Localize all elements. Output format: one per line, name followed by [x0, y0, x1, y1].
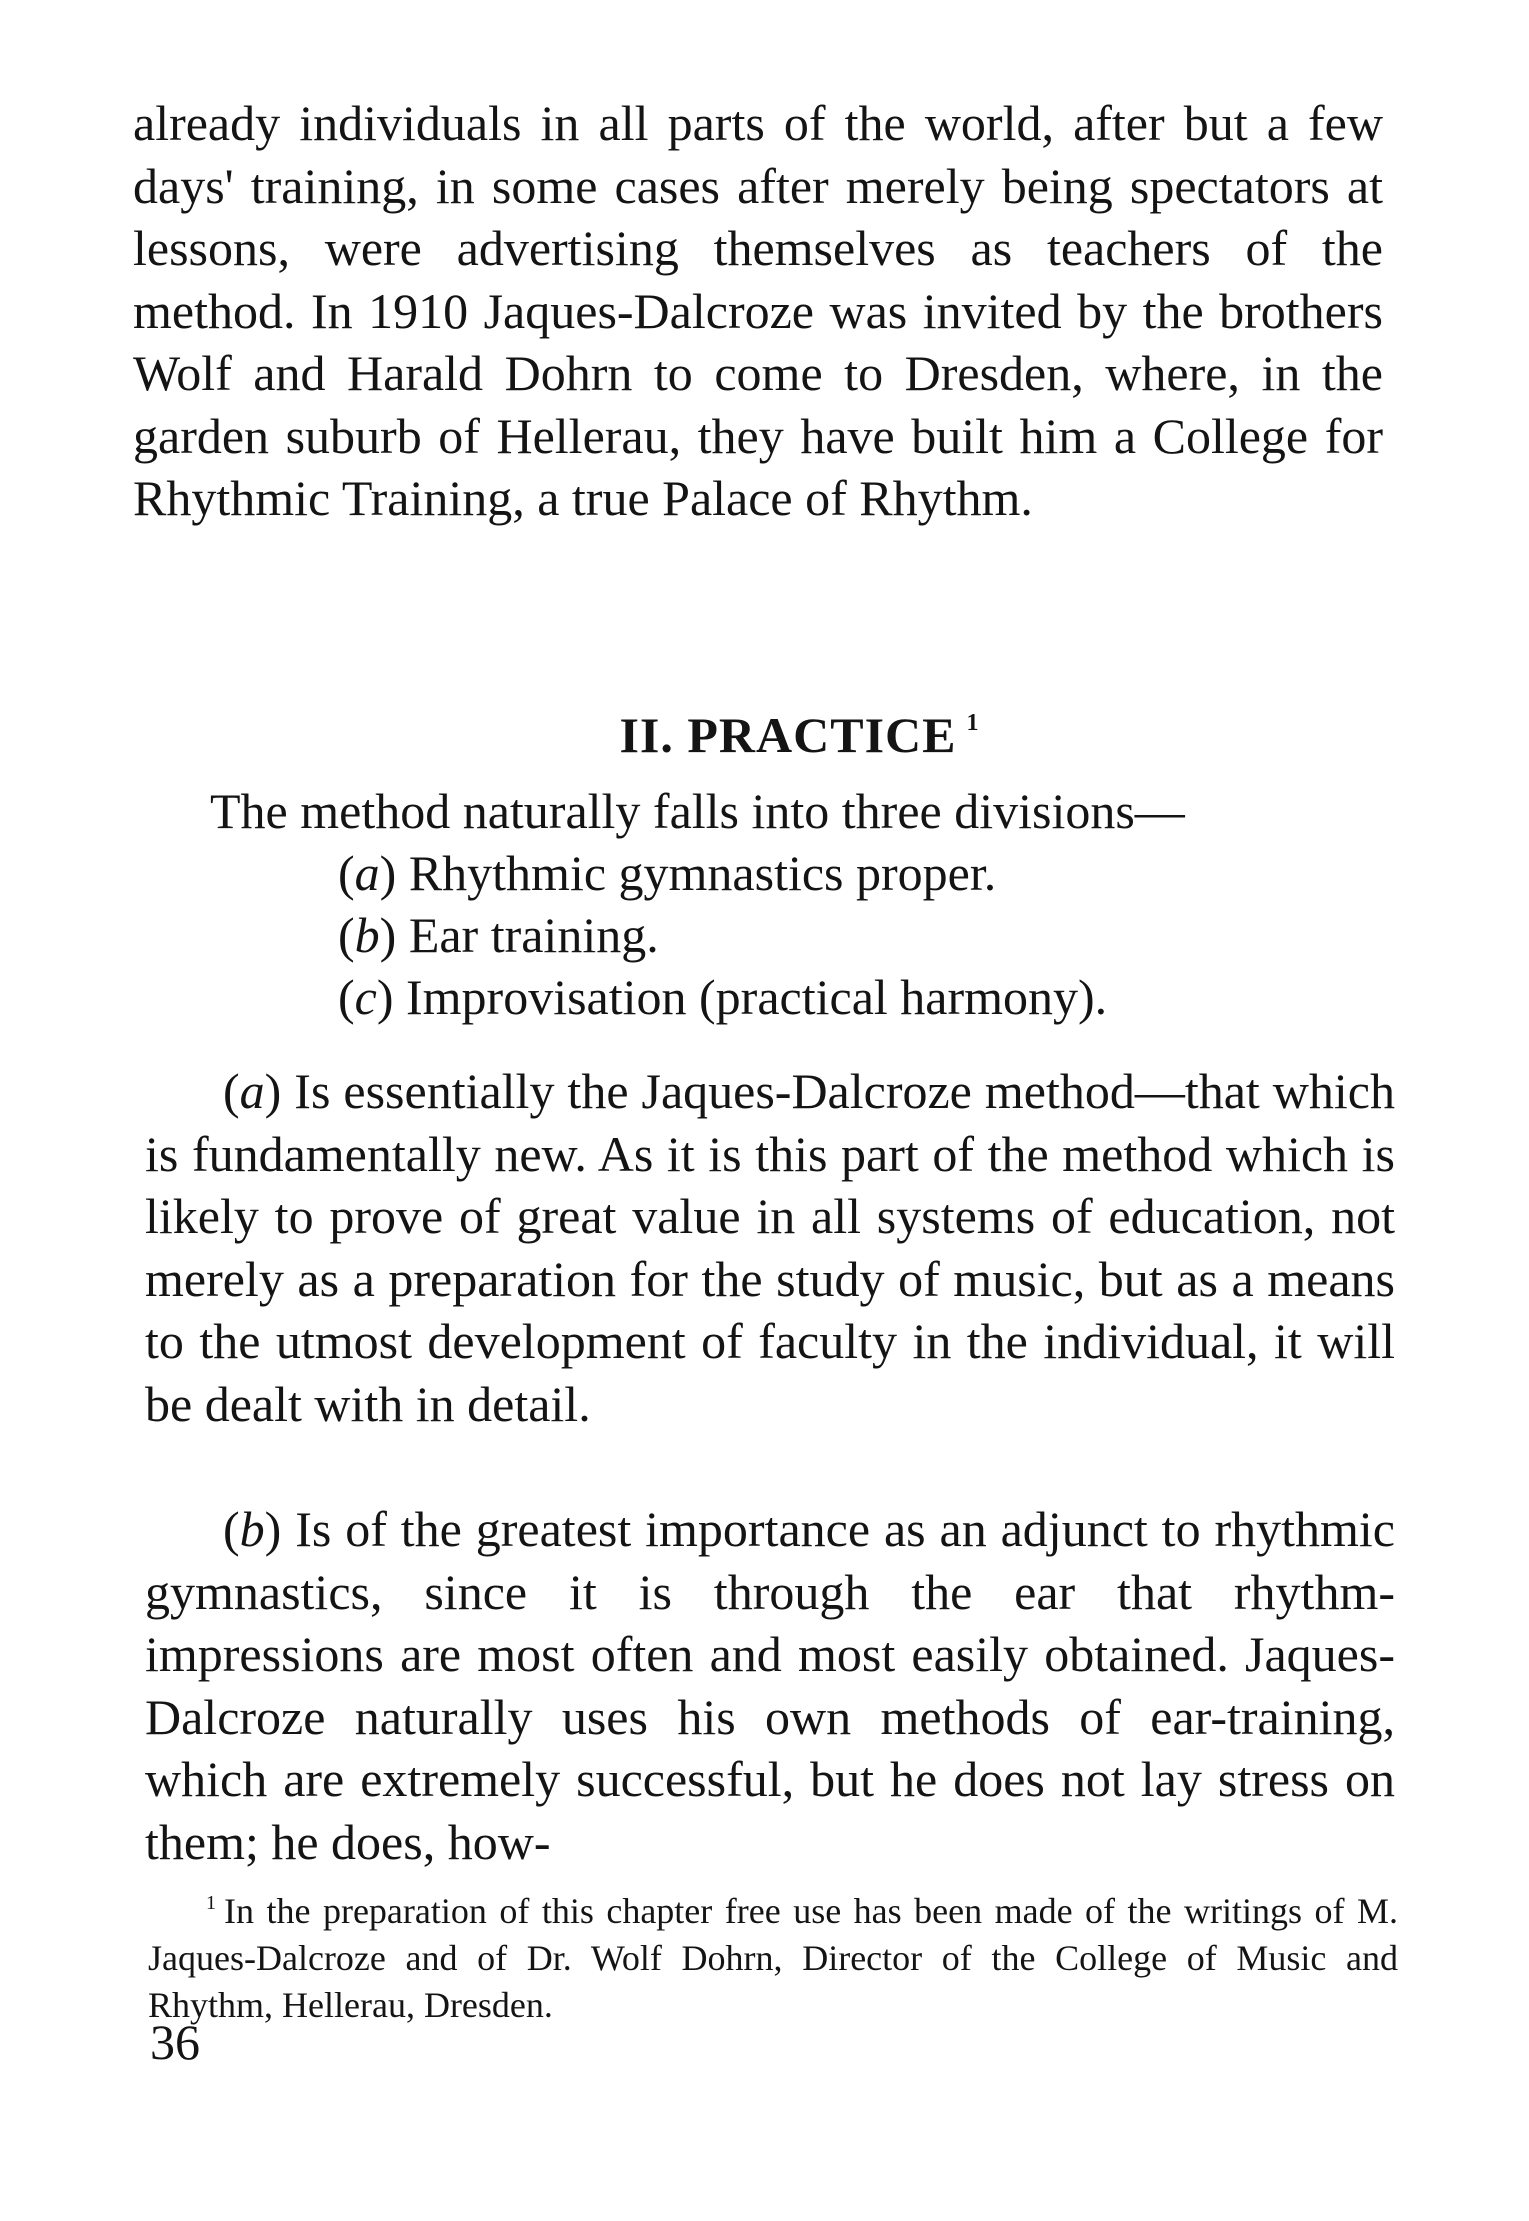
footnote-text: In the preparation of this chapter free use has been made of the writings of M. Jaques-Dalcroze and of Dr. Wolf Dohrn, Director of the College of Music and Rhythm, Hellerau, Dresden. [148, 1891, 1398, 2025]
list-item: (c) Improvisation (practical harmony). [338, 969, 1108, 1025]
list-item-text: Rhythmic gymnastics proper. [408, 845, 997, 901]
paragraph-text: Is essentially the Jaques-Dalcroze method—that which is fundamentally new. As it is this part of the method which is likely to prove of great value in all systems of education, not merely as a preparation for the study of music, but as a means to the utmost development of faculty in the individual, it will be dealt with in detail. [145, 1063, 1395, 1432]
list-item-marker: c [354, 969, 377, 1025]
body-paragraph-rhythmic-gymnastics: (a) Is essentially the Jaques-Dalcroze method—that which is fundamentally new. As it is this part of the method which is likely to prove of great value in all systems of education, not merely as a preparation for the study of music, but as a means to the utmost development of faculty in the individual, it will be dealt with in detail. [145, 1063, 1395, 1432]
footnote-marker: 1 [206, 1892, 216, 1914]
list-item: (a) Rhythmic gymnastics proper. [338, 845, 997, 901]
section-heading [0, 692, 1529, 766]
list-item-text: Improvisation (practical harmony). [406, 969, 1108, 1025]
paragraph-marker: a [239, 1063, 265, 1119]
divisions-intro: The method naturally falls into three divisions— [210, 783, 1185, 839]
footnote [148, 1880, 1398, 2029]
list-item: (b) Ear training. [338, 907, 659, 963]
body-paragraph-ear-training: (b) Is of the greatest importance as an adjunct to rhythmic gymnastics, since it is through the ear that rhythm-impressions are most often and most easily obtained. Jaques-Dalcroze naturally uses his own methods of ear-training, which are extremely successful, but he does not lay stress on them; he does, how- [145, 1501, 1395, 1870]
heading-footnote-marker: 1 [966, 710, 980, 736]
paragraph-text: Is of the greatest importance as an adjunct to rhythmic gymnastics, since it is through the ear that rhythm-impressions are most often and most easily obtained. Jaques-Dalcroze naturally uses his own methods of ear-training, which are extremely successful, but he does not lay stress on them; he does, how- [145, 1501, 1395, 1870]
list-item-text: Ear training. [408, 907, 659, 963]
paragraph-marker: b [239, 1501, 265, 1557]
page-number: 36 [150, 2014, 200, 2070]
body-paragraph-history: already individuals in all parts of the world, after but a few days' training, in some cases after merely being spectators at lessons, were advertising themselves as teachers of the method. In 1910 Jaques-Dalcroze was invited by the brothers Wolf and Harald Dohrn to come to Dresden, where, in the garden suburb of Hellerau, they have built him a College for Rhythmic Training, a true Palace of Rhythm. [133, 95, 1383, 526]
list-item-marker: a [354, 845, 380, 901]
divisions-list [338, 842, 1107, 1028]
section-heading-text: II. PRACTICE [619, 707, 957, 763]
list-item-marker: b [354, 907, 380, 963]
